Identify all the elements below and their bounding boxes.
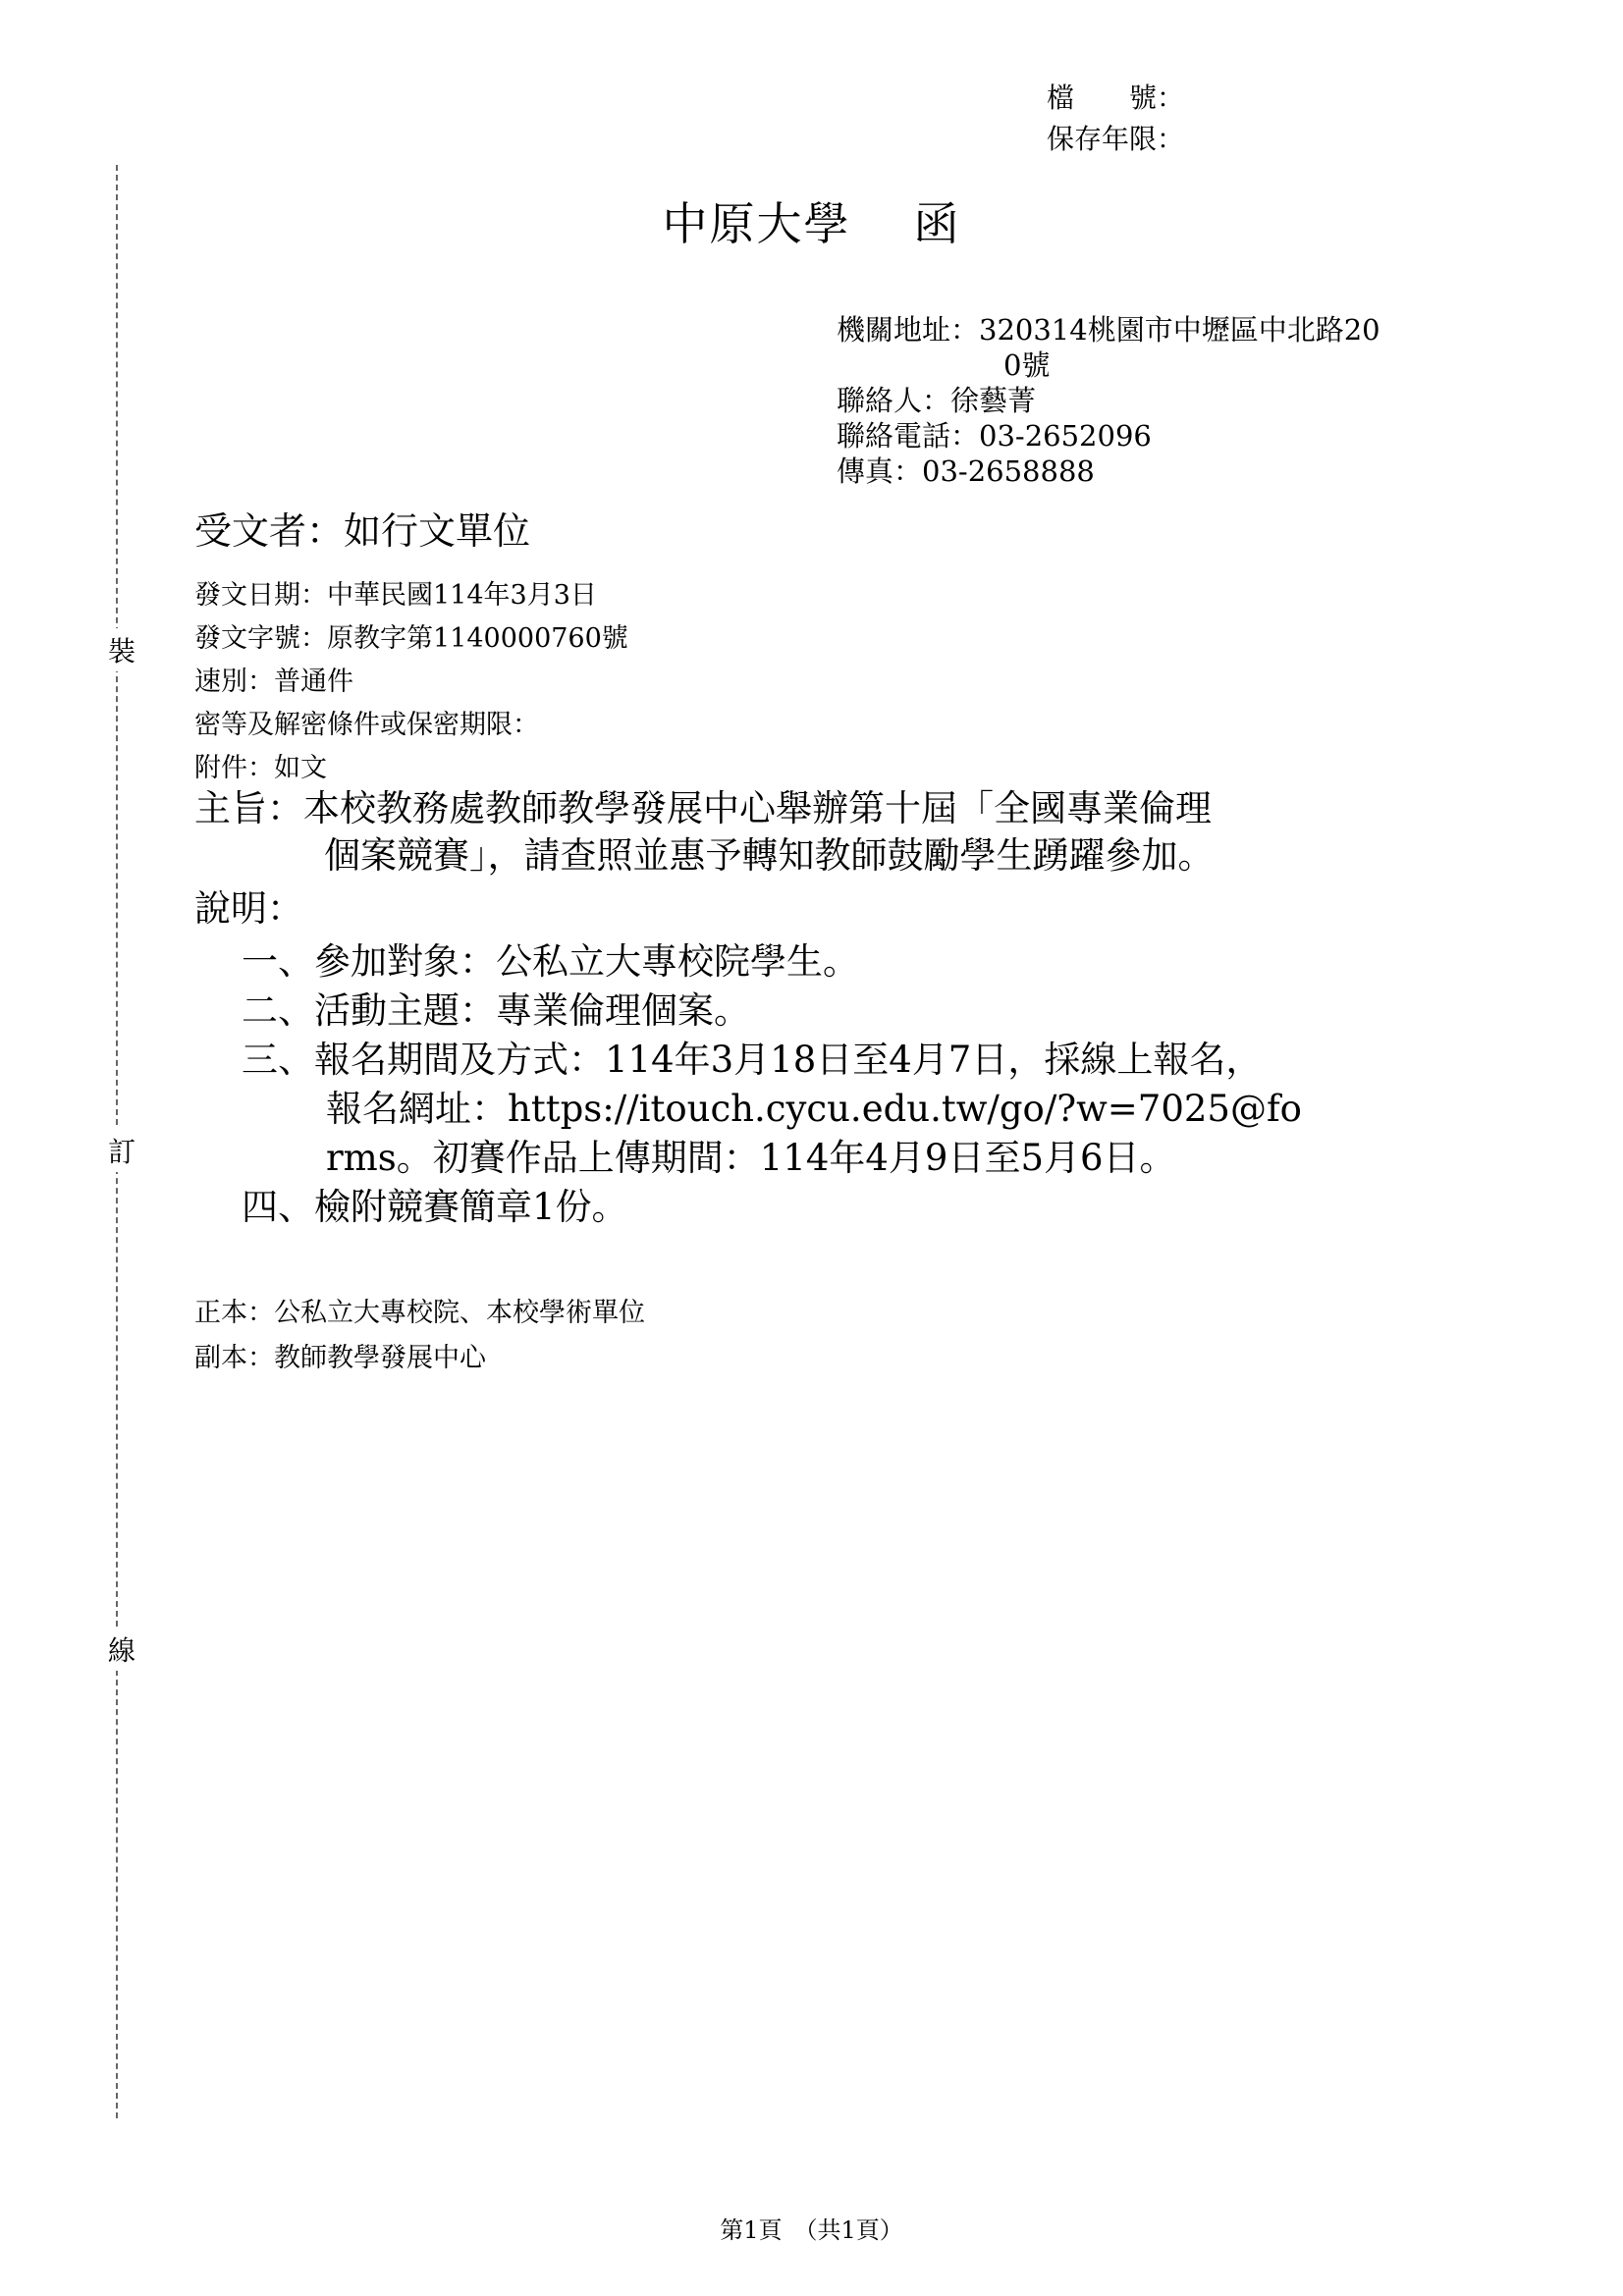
agency-phone: 聯絡電話：03-2652096: [837, 419, 1152, 453]
copies: [194, 1291, 645, 1381]
binding-mark-xian: 線: [108, 1628, 135, 1671]
issue-date: 發文日期：中華民國114年3月3日: [194, 580, 597, 611]
issue-number: 發文字號：原教字第1140000760號: [194, 623, 628, 654]
agency-address-cont: 0號: [1003, 348, 1051, 382]
duplicate-recipients: 副本：教師教學發展中心: [194, 1343, 486, 1373]
explanation-item-3-cont-1: 報名網址：https://itouch.cycu.edu.tw/go/?w=7025@fo: [326, 1088, 1302, 1130]
recipient: 受文者：如行文單位: [194, 509, 531, 553]
page-number: 第1頁 （共1頁）: [720, 2216, 903, 2244]
agency-fax: 傳真：03-2658888: [837, 454, 1095, 488]
file-number-label: 檔 號：: [1047, 81, 1185, 114]
explanation-item-4: 四、檢附競賽簡章1份。: [242, 1186, 628, 1228]
document-title: [0, 188, 1623, 253]
issue-info: [194, 574, 628, 790]
retention-period-label: 保存年限：: [1047, 123, 1185, 155]
agency-info: [837, 312, 1380, 489]
explanation-items: [242, 937, 1302, 1232]
issue-secrecy: 密等及解密條件或保密期限：: [194, 710, 539, 740]
issue-speed: 速別：普通件: [194, 667, 353, 697]
explanation-label: 說明：: [194, 887, 303, 930]
explanation-item-1: 一、參加對象：公私立大專校院學生。: [242, 940, 859, 983]
explanation-item-3-cont-2: rms。初賽作品上傳期間：114年4月9日至5月6日。: [326, 1137, 1176, 1179]
binding-mark-zhuang: 裝: [108, 628, 135, 671]
original-recipients: 正本：公私立大專校院、本校學術單位: [194, 1298, 645, 1328]
issue-attachment: 附件：如文: [194, 753, 327, 783]
subject-line-1: 主旨：本校教務處教師教學發展中心舉辦第十屆「全國專業倫理: [194, 787, 1212, 829]
agency-address: 機關地址：320314桃園市中壢區中北路20: [837, 313, 1380, 347]
document-type: 函: [913, 197, 961, 250]
subject-line-2: 個案競賽」，請查照並惠予轉知教師鼓勵學生踴躍參加。: [324, 834, 1215, 877]
explanation-item-2: 二、活動主題：專業倫理個案。: [242, 989, 750, 1032]
subject: [194, 785, 1215, 880]
agency-contact: 聯絡人：徐藝菁: [837, 384, 1037, 417]
explanation-item-3: 三、報名期間及方式：114年3月18日至4月7日，採線上報名，: [242, 1039, 1263, 1081]
binding-mark-ding: 訂: [108, 1129, 135, 1172]
org-name: 中原大學: [662, 197, 851, 250]
